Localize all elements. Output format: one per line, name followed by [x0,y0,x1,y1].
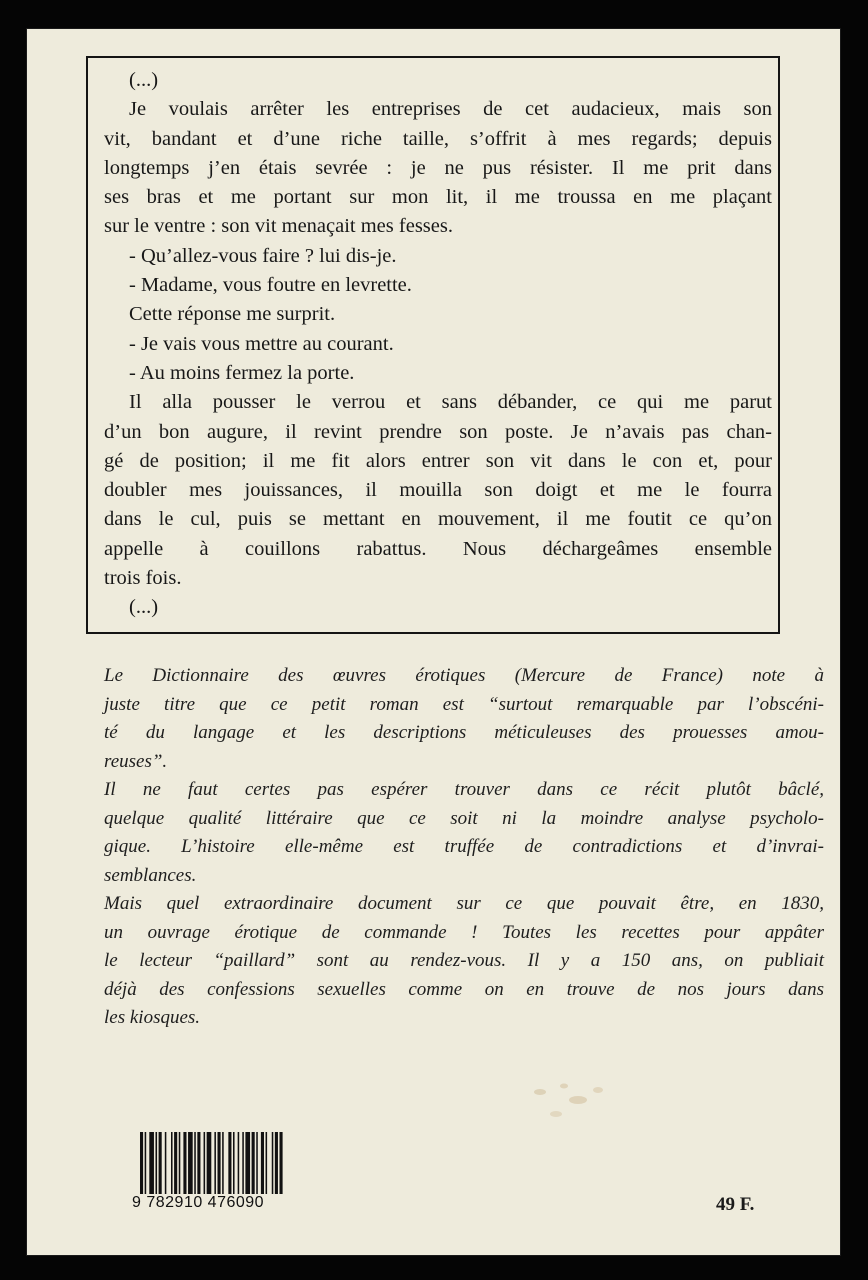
excerpt-line: ses bras et me portant sur mon lit, il me troussa en me plaçant [104,186,772,209]
barcode-bar [275,1132,278,1194]
excerpt-line: - Qu’allez-vous faire ? lui dis-je. [129,244,397,267]
barcode-bar [194,1132,196,1194]
excerpt-line: vit, bandant et d’une riche taille, s’offrit à mes regards; depuis [104,127,772,150]
barcode-bar [280,1132,283,1194]
commentary-text [104,662,824,1033]
commentary-line: juste titre que ce petit roman est “surtout remarquable par l’obscéni- [104,693,824,715]
commentary-line: té du langage et les descriptions méticuleuses des prouesses amou- [104,722,824,743]
barcode-bar [204,1132,206,1194]
price-label: 49 F. [716,1194,755,1215]
barcode-bar [266,1132,268,1194]
excerpt-line: doubler mes jouissances, il mouilla son doigt et me le fourra [104,479,772,502]
excerpt-line: - Madame, vous foutre en levrette. [129,274,412,297]
excerpt-line: - Je vais vous mettre au courant. [129,332,394,355]
barcode-bar [179,1132,181,1194]
excerpt-line: gé de position; il me fit alors entrer son vit dans le con et, pour [104,449,772,472]
barcode-bar [188,1132,193,1194]
barcode-bar [228,1132,231,1194]
isbn-number: 9 782910 476090 [128,1194,334,1212]
commentary-line: reuses”. [104,750,168,772]
commentary-line: semblances. [104,864,197,886]
commentary-line: le lecteur “paillard” sont au rendez-vous. Il y a 150 ans, on publiait [104,950,824,971]
barcode-bar [272,1132,274,1194]
barcode-bar [252,1132,255,1194]
stain-marks [520,1078,630,1128]
excerpt-line: Je voulais arrêter les entreprises de cet audacieux, mais son [129,98,772,121]
excerpt-line: (...) [129,596,159,619]
commentary-line: Il ne faut certes pas espérer trouver dans ce récit plutôt bâclé, [104,779,824,800]
barcode-bar [242,1132,244,1194]
barcode-bar [222,1132,224,1194]
barcode-bar [207,1132,212,1194]
excerpt-line: appelle à couillons rabattus. Nous déchargeâmes ensemble [104,537,772,560]
commentary-line: quelque qualité littéraire que ce soit ni la moindre analyse psycholo- [104,807,824,829]
barcode-bar [171,1132,173,1194]
barcode-bar [218,1132,221,1194]
excerpt-line: (...) [129,69,159,91]
excerpt-line: longtemps j’en étais sevrée : je ne pus résister. Il me prit dans [104,156,772,179]
excerpt-line: dans le cul, puis se mettant en mouvement, il me foutit ce qu’on [104,508,772,531]
commentary-line: gique. L’histoire elle-même est truffée de contradictions et d’invrai- [104,836,824,857]
excerpt-line: Cette réponse me surprit. [129,303,336,326]
excerpt-line: d’un bon augure, il revint prendre son poste. Je n’avais pas chan- [104,420,772,443]
barcode-bar [245,1132,250,1194]
commentary-line: déjà des confessions sexuelles comme on en trouve de nos jours dans [104,978,824,1000]
barcode-bar [261,1132,264,1194]
barcode-bar [149,1132,154,1194]
excerpt-line: - Au moins fermez la porte. [129,361,355,384]
commentary-line: Le Dictionnaire des œuvres érotiques (Mercure de France) note à [104,665,824,686]
barcode-bar [145,1132,147,1194]
barcode-bar [197,1132,200,1194]
barcode-bar [233,1132,235,1194]
commentary-line: Mais quel extraordinaire document sur ce que pouvait être, en 1830, [104,893,824,914]
barcode-bar [159,1132,162,1194]
excerpt-text [104,66,772,623]
barcode-bar [165,1132,167,1194]
commentary-line: les kiosques. [104,1007,201,1028]
barcode-bar [214,1132,216,1194]
commentary-line: un ouvrage érotique de commande ! Toutes les recettes pour appâter [104,921,824,943]
barcode-bar [140,1132,143,1194]
excerpt-line: Il alla pousser le verrou et sans débander, ce qui me parut [129,391,772,414]
barcode-bar [183,1132,186,1194]
barcode-bar [156,1132,158,1194]
barcode-bar [256,1132,258,1194]
barcode-bar [238,1132,240,1194]
barcode-bars [140,1132,326,1194]
excerpt-line: sur le ventre : son vit menaçait mes fesses. [104,215,453,238]
barcode-bar [174,1132,177,1194]
excerpt-line: trois fois. [104,567,182,590]
barcode [128,1132,334,1211]
